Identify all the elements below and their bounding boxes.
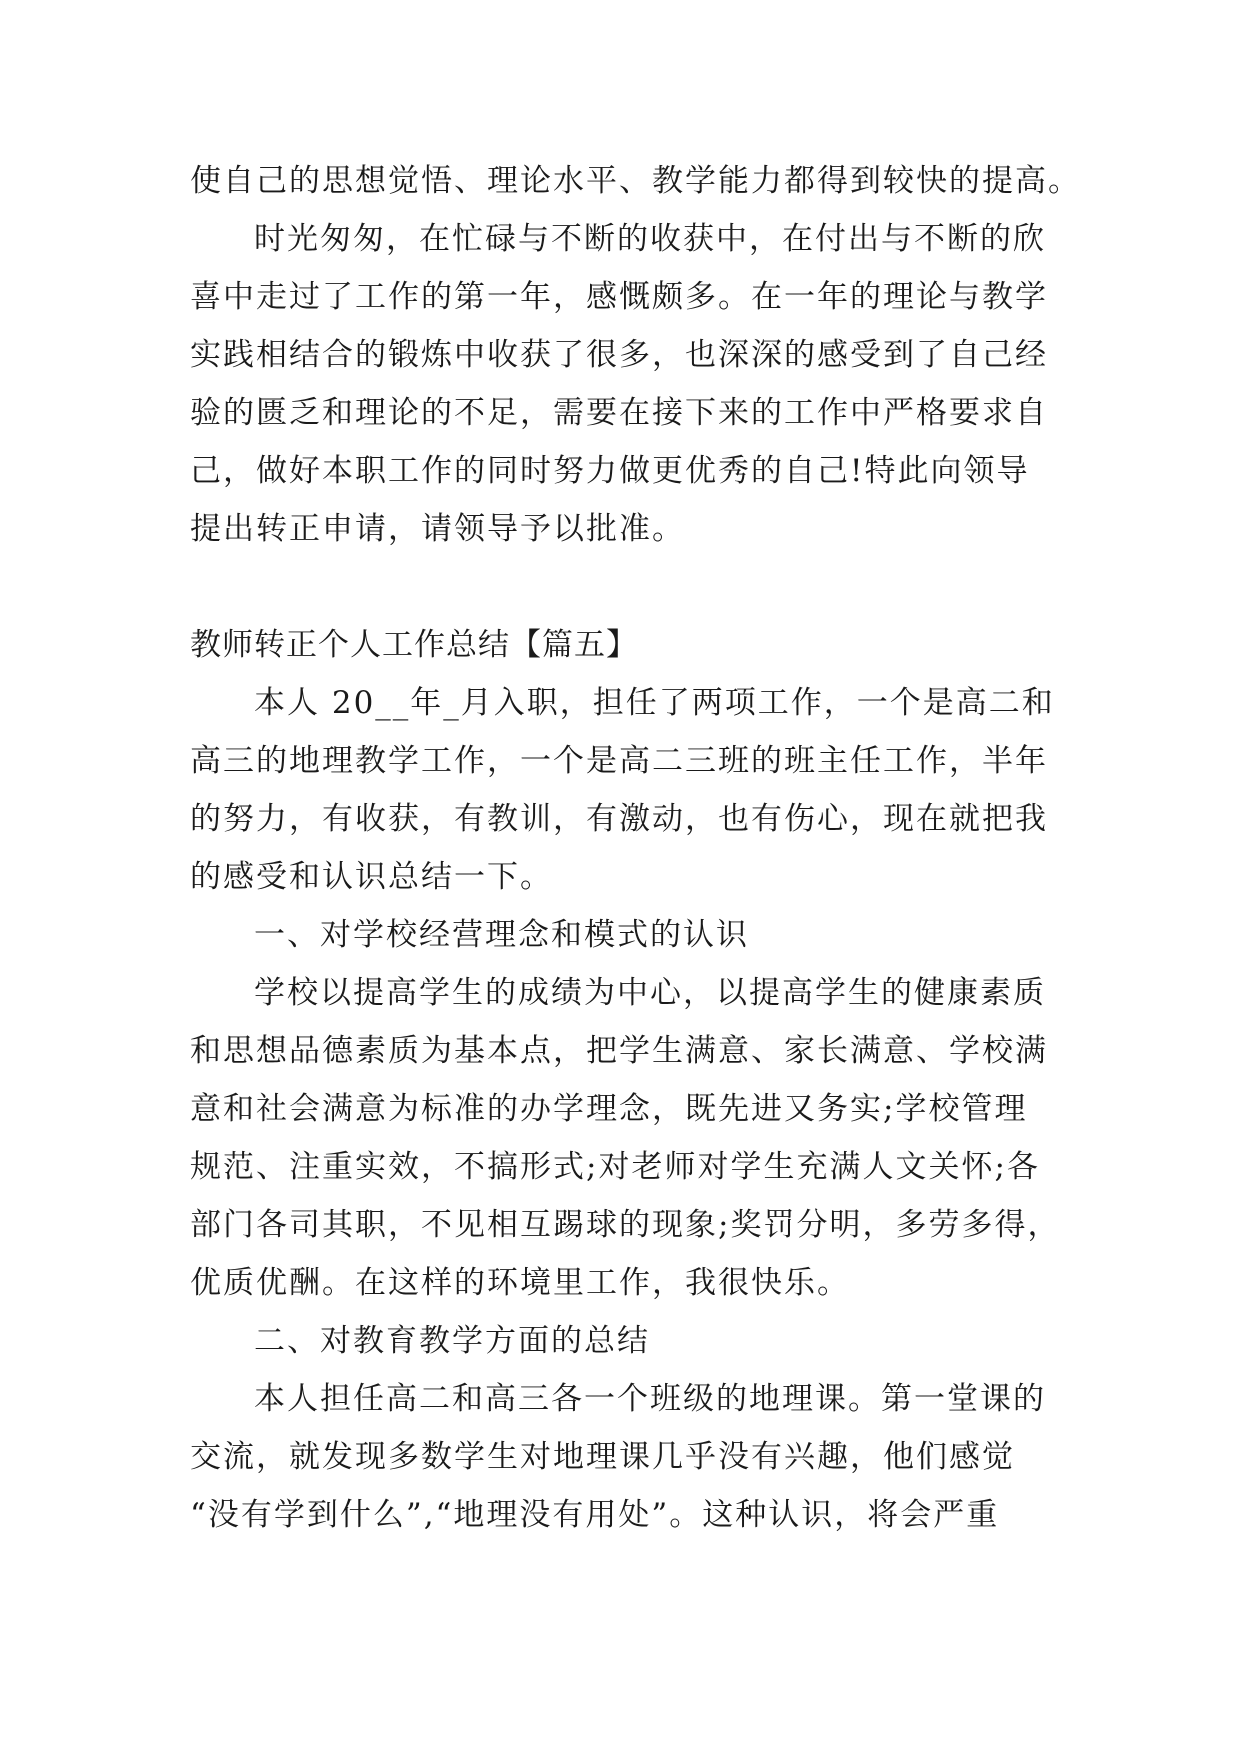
paragraph-line: 使自己的思想觉悟、理论水平、教学能力都得到较快的提高。 bbox=[190, 163, 1081, 199]
paragraph-line: 喜中走过了工作的第一年，感慨颇多。在一年的理论与教学 bbox=[190, 279, 1048, 315]
paragraph-line: 本人担任高二和高三各一个班级的地理课。第一堂课的 bbox=[254, 1381, 1046, 1417]
paragraph-line: 本人 20__年_月入职，担任了两项工作，一个是高二和 bbox=[254, 685, 1055, 721]
paragraph-line: 优质优酬。在这样的环境里工作，我很快乐。 bbox=[190, 1265, 850, 1301]
paragraph-line: 验的匮乏和理论的不足，需要在接下来的工作中严格要求自 bbox=[190, 395, 1048, 431]
document-body bbox=[190, 152, 1081, 1544]
paragraph-line: 提出转正申请，请领导予以批准。 bbox=[190, 511, 685, 547]
paragraph-line: 意和社会满意为标准的办学理念，既先进又务实;学校管理 bbox=[190, 1091, 1028, 1127]
paragraph-line: 交流，就发现多数学生对地理课几乎没有兴趣，他们感觉 bbox=[190, 1439, 1015, 1475]
paragraph-line: 己，做好本职工作的同时努力做更优秀的自己!特此向领导 bbox=[190, 453, 1030, 489]
paragraph-line: 的感受和认识总结一下。 bbox=[190, 859, 553, 895]
paragraph-line: 部门各司其职，不见相互踢球的现象;奖罚分明，多劳多得， bbox=[190, 1207, 1061, 1243]
paragraph-line: 和思想品德素质为基本点，把学生满意、家长满意、学校满 bbox=[190, 1033, 1048, 1069]
subheading-line: 二、对教育教学方面的总结 bbox=[254, 1323, 650, 1359]
paragraph-line: “没有学到什么”,“地理没有用处”。这种认识，将会严重 bbox=[190, 1497, 1000, 1533]
paragraph-line: 学校以提高学生的成绩为中心，以提高学生的健康素质 bbox=[254, 975, 1046, 1011]
section-spacer bbox=[190, 558, 1060, 616]
subheading-line: 一、对学校经营理念和模式的认识 bbox=[254, 917, 749, 953]
section-title: 教师转正个人工作总结【篇五】 bbox=[190, 627, 638, 663]
paragraph-line: 实践相结合的锻炼中收获了很多，也深深的感受到了自己经 bbox=[190, 337, 1048, 373]
paragraph-line: 时光匆匆，在忙碌与不断的收获中，在付出与不断的欣 bbox=[254, 221, 1046, 257]
paragraph-line: 规范、注重实效，不搞形式;对老师对学生充满人文关怀;各 bbox=[190, 1149, 1040, 1185]
paragraph-line: 高三的地理教学工作，一个是高二三班的班主任工作，半年 bbox=[190, 743, 1048, 779]
paragraph-line: 的努力，有收获，有教训，有激动，也有伤心，现在就把我 bbox=[190, 801, 1048, 837]
